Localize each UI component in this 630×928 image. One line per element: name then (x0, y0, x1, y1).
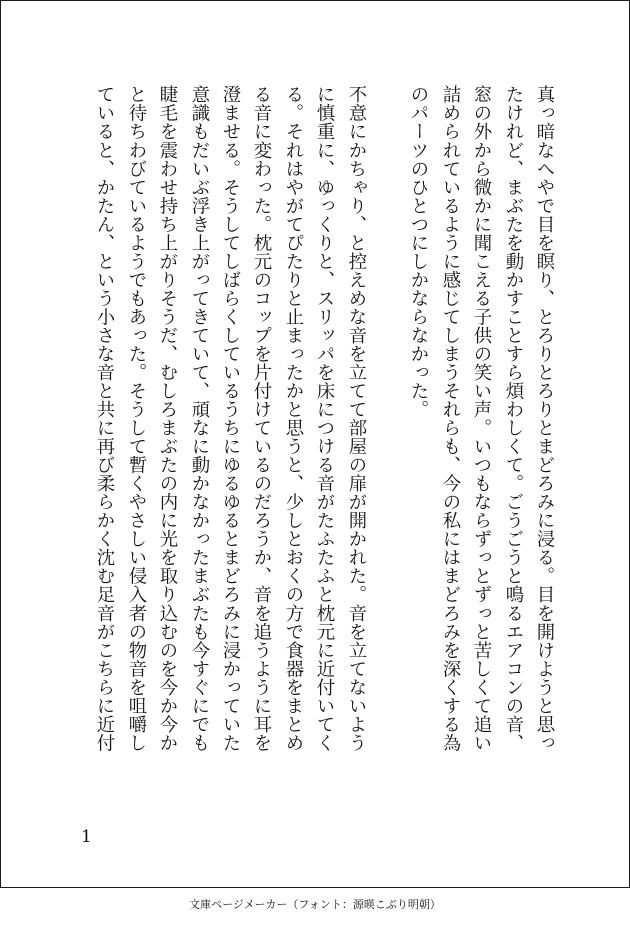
text-column: 澄ませる。そうしてしばらくしているうちにゆるゆるとまどろみに浸かっていた (220, 85, 241, 752)
text-column: のパーツのひとつにしかならなかった。 (408, 85, 429, 419)
text-column: る音に変わった。枕元のコップを片付けているのだろうか、音を追うように耳を (251, 85, 272, 752)
footer-caption: 文庫ページメーカー（フォント：源暎こぶり明朝） (189, 898, 441, 911)
text-column: と待ちわびているようでもあった。そうして暫くやさしい侵入者の物音を咀嚼し (126, 85, 147, 752)
text-column: 不意にかちゃり、と控えめな音を立てて部屋の扉が開かれた。音を立てないよう (346, 85, 367, 752)
text-column: に慎重に、ゆっくりと、スリッパを床につける音がたふたふと枕元に近付いてく (314, 85, 335, 752)
text-column: 意識もだいぶ浮き上がってきていて、頑なに動かなかったまぶたも今すぐにでも (189, 85, 210, 752)
text-column: 睫毛を震わせ持ち上がりそうだ、むしろまぶたの内に光を取り込むのを今か今か (157, 85, 178, 752)
text-column: ていると、かたん、という小さな音と共に再び柔らかく沈む足音がこちらに近付 (94, 85, 115, 752)
text-column: る。それはやがてぴたりと止まったかと思うと、少しとおくの方で食器をまとめ (283, 85, 304, 752)
text-column: 窓の外から微かに聞こえる子供の笑い声。いつもならずっとずっと苦しくて追い (471, 85, 492, 752)
page-number: 1 (81, 827, 92, 847)
text-column: 真っ暗なへやで目を瞑り、とろりとろりとまどろみに浸る。目を開けようと思っ (534, 85, 555, 752)
text-column: 詰められているように感じてしまうそれらも、今の私にはまどろみを深くする為 (440, 85, 461, 752)
text-column: たけれど、まぶたを動かすことすら煩わしくて。ごうごうと鳴るエアコンの音、 (503, 85, 524, 752)
